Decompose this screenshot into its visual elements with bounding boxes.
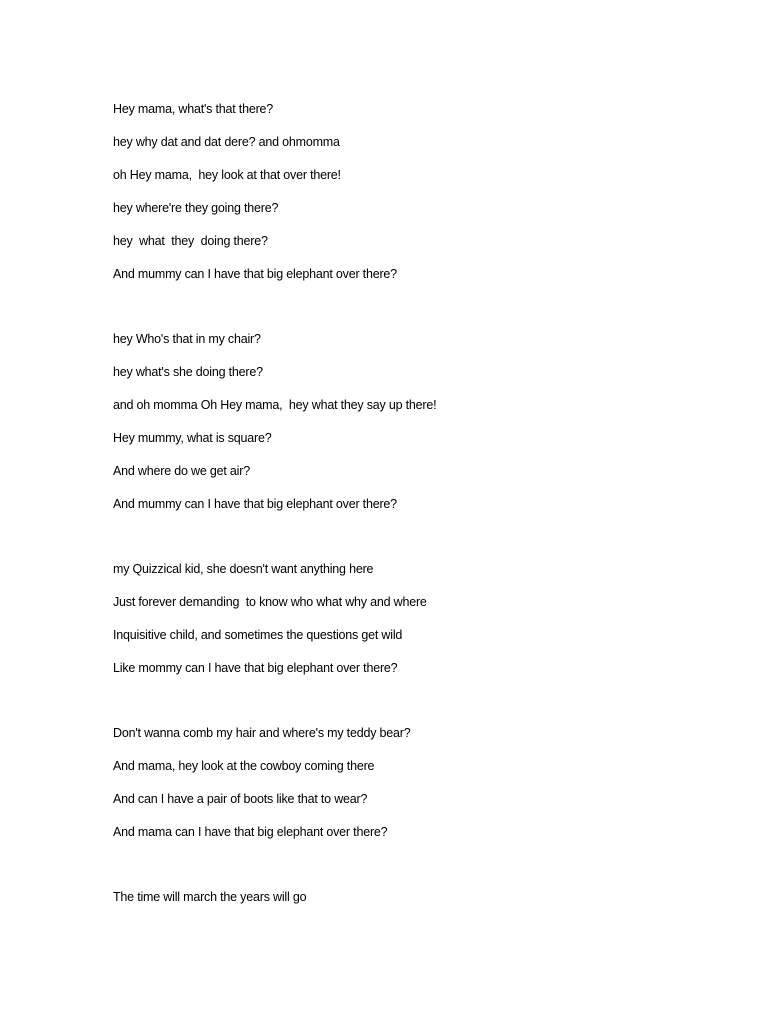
stanza-gap xyxy=(113,849,733,881)
lyric-line: my Quizzical kid, she doesn't want anything here xyxy=(113,562,374,576)
stanza-5 xyxy=(113,881,733,914)
lyric-line: And where do we get air? xyxy=(113,464,250,478)
lyrics-body xyxy=(113,93,733,914)
stanza-gap xyxy=(113,521,733,553)
stanza-3 xyxy=(113,553,733,685)
lyric-line: hey where're they going there? xyxy=(113,201,279,215)
stanza-4 xyxy=(113,717,733,849)
lyric-line: hey Who's that in my chair? xyxy=(113,332,261,346)
stanza-1 xyxy=(113,93,733,291)
lyric-line: Don't wanna comb my hair and where's my teddy bear? xyxy=(113,726,411,740)
lyric-line: And mummy can I have that big elephant over there? xyxy=(113,497,397,511)
lyric-line: hey why dat and dat dere? and ohmomma xyxy=(113,135,340,149)
lyric-line: and oh momma Oh Hey mama, hey what they say up there! xyxy=(113,398,437,412)
lyric-line: Inquisitive child, and sometimes the questions get wild xyxy=(113,628,403,642)
lyric-line: And can I have a pair of boots like that to wear? xyxy=(113,792,368,806)
lyric-line: oh Hey mama, hey look at that over there! xyxy=(113,168,341,182)
lyric-line: Just forever demanding to know who what why and where xyxy=(113,595,427,609)
lyric-line: Hey mama, what's that there? xyxy=(113,102,274,116)
lyric-line: And mummy can I have that big elephant over there? xyxy=(113,267,397,281)
lyric-line: hey what's she doing there? xyxy=(113,365,263,379)
lyric-line: The time will march the years will go xyxy=(113,890,307,904)
lyric-line: Hey mummy, what is square? xyxy=(113,431,272,445)
lyric-line: And mama can I have that big elephant over there? xyxy=(113,825,388,839)
lyric-line: hey what they doing there? xyxy=(113,234,268,248)
lyric-line: And mama, hey look at the cowboy coming there xyxy=(113,759,375,773)
stanza-gap xyxy=(113,685,733,717)
stanza-2 xyxy=(113,323,733,521)
stanza-gap xyxy=(113,291,733,323)
lyric-line: Like mommy can I have that big elephant over there? xyxy=(113,661,398,675)
